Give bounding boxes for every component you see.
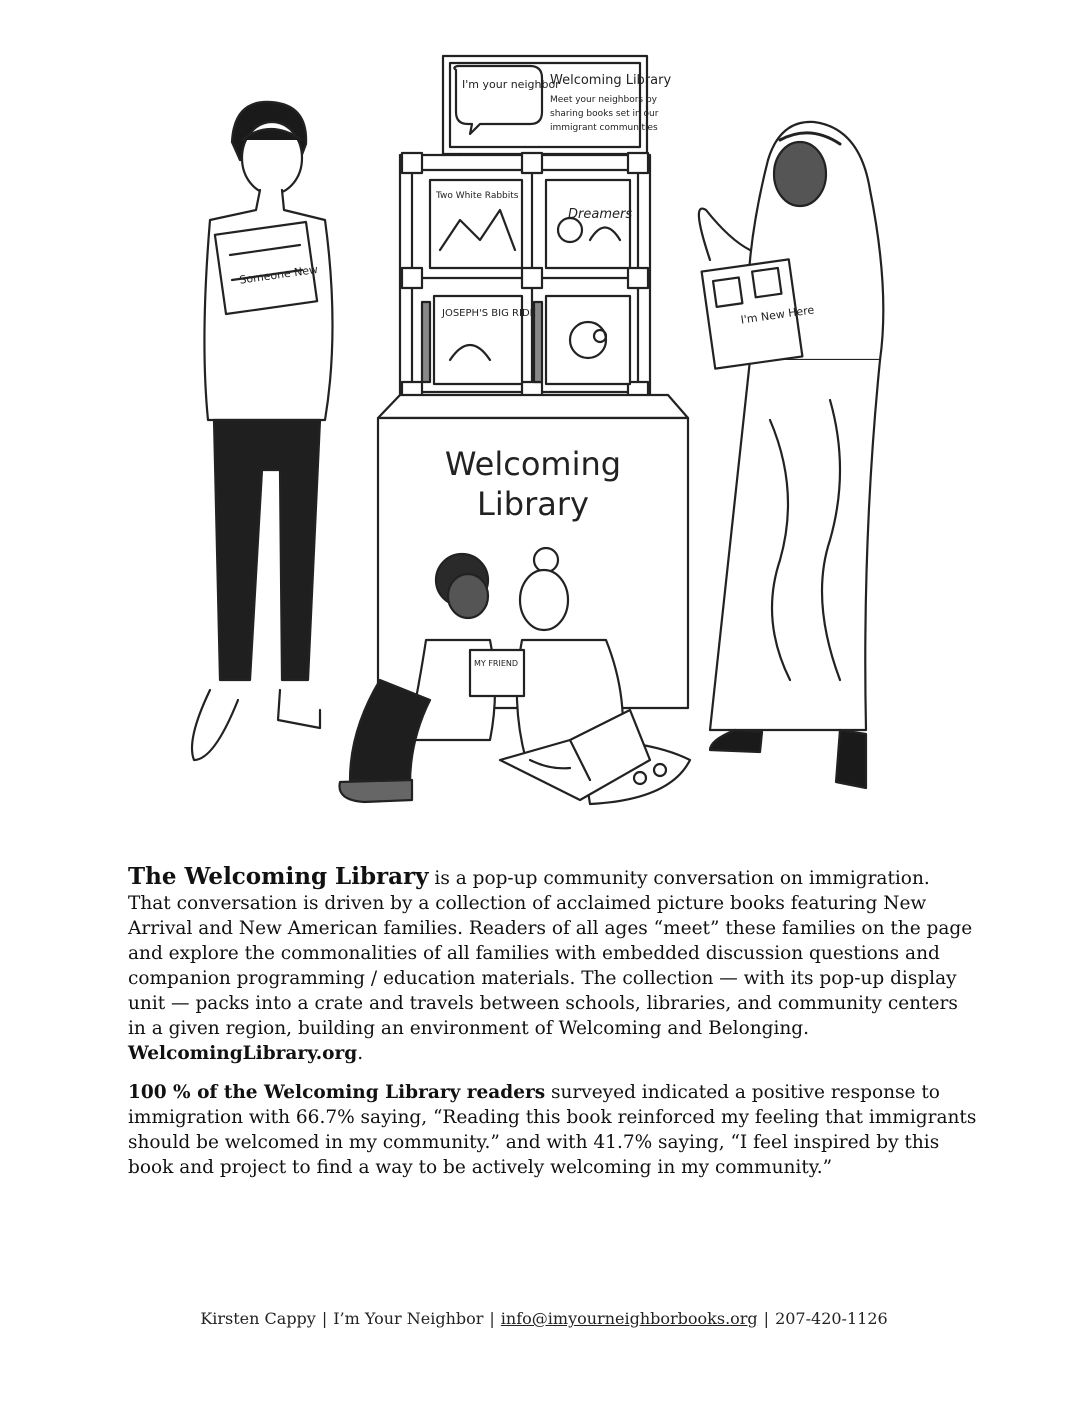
survey-lead: 100 % of the Welcoming Library readers bbox=[128, 1082, 546, 1103]
footer-email-link[interactable]: info@imyourneighborbooks.org bbox=[500, 1309, 758, 1328]
stand-label-welcoming: Welcoming bbox=[444, 445, 622, 483]
sign-title: Welcoming Library bbox=[550, 73, 672, 88]
sign-line-1: Meet your neighbors by bbox=[550, 95, 657, 105]
intro-paragraph bbox=[128, 864, 978, 1066]
welcoming-library-illustration bbox=[150, 40, 940, 830]
website-link[interactable]: WelcomingLibrary.org bbox=[128, 1043, 358, 1064]
footer-name: Kirsten Cappy bbox=[200, 1309, 316, 1328]
survey-text: surveyed indicated a positive response to immigration with 66.7% saying, “Reading this book reinforced my feeling that immigrants should be welcomed in my community.” and with 41.7% saying, “I feel inspired by this book and project to find a way to be actively welcoming in my community.” bbox=[128, 1082, 977, 1178]
book-someone-new: Someone New bbox=[238, 262, 319, 287]
sign-line-2: sharing books set in our bbox=[550, 109, 659, 119]
book-my-friend: MY FRIEND bbox=[474, 659, 519, 668]
book-josephs-big-ride: JOSEPH'S BIG RIDE bbox=[442, 308, 536, 319]
book-im-new-here: I'm New Here bbox=[739, 303, 815, 327]
woman-right bbox=[699, 122, 883, 788]
survey-paragraph bbox=[128, 1080, 978, 1180]
footer-org: I’m Your Neighbor bbox=[333, 1309, 484, 1328]
sign-bubble-text: I'm your neighbor bbox=[462, 78, 560, 91]
intro-text: is a pop-up community conversation on immigration. That conversation is driven by a collection of acclaimed picture books featuring New Arrival and New American families. Readers of all ages “meet” these families on the page and explore the commonalities of all families with embedded discussion questions and companion programming / education materials. The collection — with its pop-up display unit — packs into a crate and travels between schools, libraries, and community centers in a given region, building an environment of Welcoming and Belonging. bbox=[128, 868, 973, 1039]
stand-label-library: Library bbox=[477, 485, 589, 523]
footer-separator: | bbox=[489, 1309, 495, 1328]
woman-left bbox=[192, 102, 333, 760]
sign-line-3: immigrant communities bbox=[550, 123, 658, 133]
book-two-white-rabbits: Two White Rabbits bbox=[436, 191, 519, 201]
footer-separator: | bbox=[763, 1309, 770, 1328]
illustration-svg bbox=[150, 40, 940, 830]
intro-title: The Welcoming Library bbox=[128, 863, 429, 890]
footer bbox=[0, 1309, 1088, 1328]
footer-phone: 207-420-1126 bbox=[775, 1309, 888, 1328]
footer-separator: | bbox=[321, 1309, 328, 1328]
intro-end: . bbox=[357, 1043, 364, 1064]
body-text bbox=[128, 864, 978, 1194]
book-dreamers: Dreamers bbox=[568, 207, 633, 222]
